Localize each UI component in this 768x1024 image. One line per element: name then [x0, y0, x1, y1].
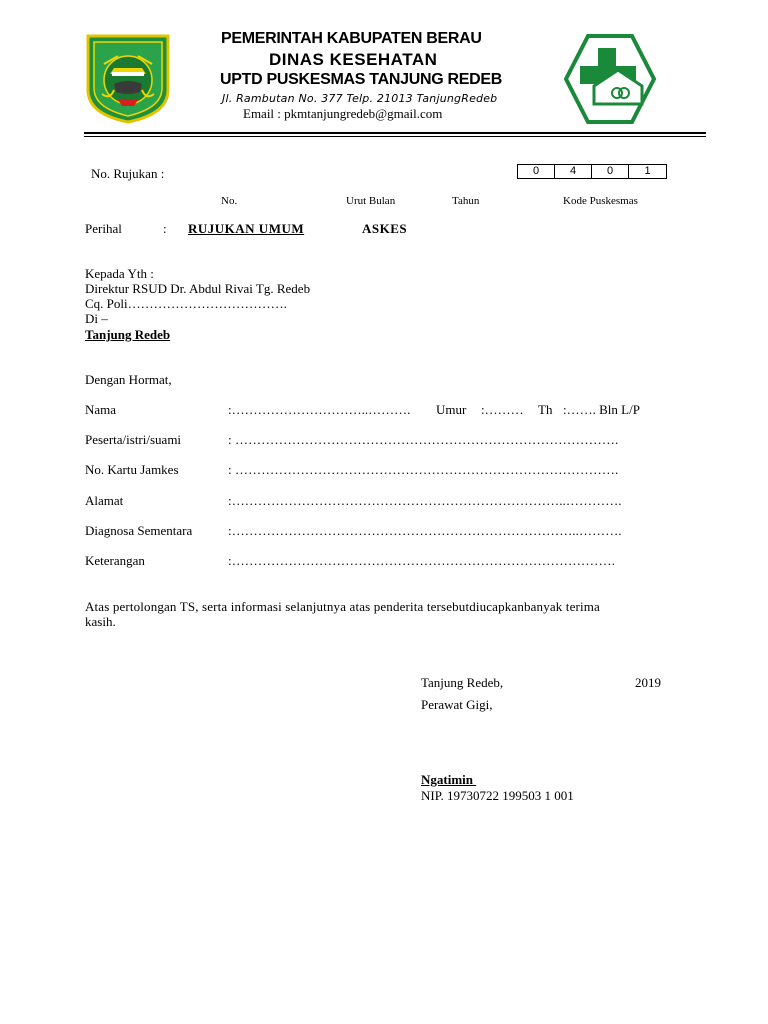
umur-value: :………	[481, 402, 524, 417]
header-rule-thin	[84, 136, 706, 137]
kartu-label: No. Kartu Jamkes	[85, 462, 179, 477]
nama-value: :…………………………..……….	[228, 402, 411, 417]
subject-colon: :	[163, 221, 167, 236]
sub-label-year: Tahun	[452, 195, 480, 207]
recipient-line-2: Direktur RSUD Dr. Abdul Rivai Tg. Redeb	[85, 281, 311, 296]
recipient-line-4: Di –	[85, 311, 108, 326]
sub-label-no: No.	[221, 195, 238, 207]
referral-code-box-3: 0	[591, 164, 629, 179]
peserta-value: : …………………………………………………………………………….	[228, 432, 619, 447]
signature-nip: NIP. 19730722 199503 1 001	[421, 788, 574, 803]
referral-code-box-2: 4	[554, 164, 592, 179]
subject-label: Perihal	[85, 221, 122, 236]
keterangan-label: Keterangan	[85, 553, 145, 568]
umur-label: Umur	[436, 402, 467, 417]
sub-label-code: Kode Puskesmas	[563, 195, 638, 207]
th-label: Th	[538, 402, 553, 417]
diagnosa-value: :……………………………………………………………………..……….	[228, 523, 622, 538]
berau-regency-emblem	[84, 34, 172, 128]
kartu-value: : …………………………………………………………………………….	[228, 462, 619, 477]
th-value: :……. Bln L/P	[563, 402, 640, 417]
header-rule-thick	[84, 132, 706, 134]
signature-place: Tanjung Redeb,	[421, 675, 504, 690]
signature-year: 2019	[635, 675, 661, 690]
unit-title: UPTD PUSKESMAS TANJUNG REDEB	[220, 71, 502, 88]
subject-value-general: RUJUKAN UMUM	[188, 221, 305, 236]
email-line: Email : pkmtanjungredeb@gmail.com	[243, 106, 443, 121]
subject-value-askes: ASKES	[362, 221, 408, 236]
referral-label: No. Rujukan :	[91, 166, 165, 181]
nama-label: Nama	[85, 402, 117, 417]
alamat-value: :…………………………………………………………………..………….	[228, 493, 622, 508]
department-title: DINAS KESEHATAN	[269, 50, 438, 69]
closing-line-2: kasih.	[85, 614, 116, 629]
recipient-city: Tanjung Redeb	[85, 327, 171, 342]
recipient-line-3: Cq. Poli……………………………….	[85, 296, 287, 311]
referral-code-box-4: 1	[628, 164, 667, 179]
greeting: Dengan Hormat,	[85, 372, 172, 387]
address-line: Jl. Rambutan No. 377 Telp. 21013 TanjungRedeb	[222, 92, 498, 105]
keterangan-value: :…………………………………………………………………………….	[228, 553, 615, 568]
puskesmas-cross-logo	[564, 34, 656, 128]
signature-name: Ngatimin	[421, 772, 477, 787]
diagnosa-label: Diagnosa Sementara	[85, 523, 193, 538]
closing-line-1: Atas pertolongan TS, serta informasi selanjutnya atas penderita tersebutdiucapkanbanyak terima	[85, 599, 600, 614]
referral-code-box-1: 0	[517, 164, 555, 179]
government-title: PEMERINTAH KABUPATEN BERAU	[221, 30, 482, 47]
signature-role: Perawat Gigi,	[421, 697, 493, 712]
peserta-label: Peserta/istri/suami	[85, 432, 182, 447]
recipient-line-1: Kepada Yth :	[85, 266, 154, 281]
sub-label-month: Urut Bulan	[346, 195, 396, 207]
alamat-label: Alamat	[85, 493, 124, 508]
